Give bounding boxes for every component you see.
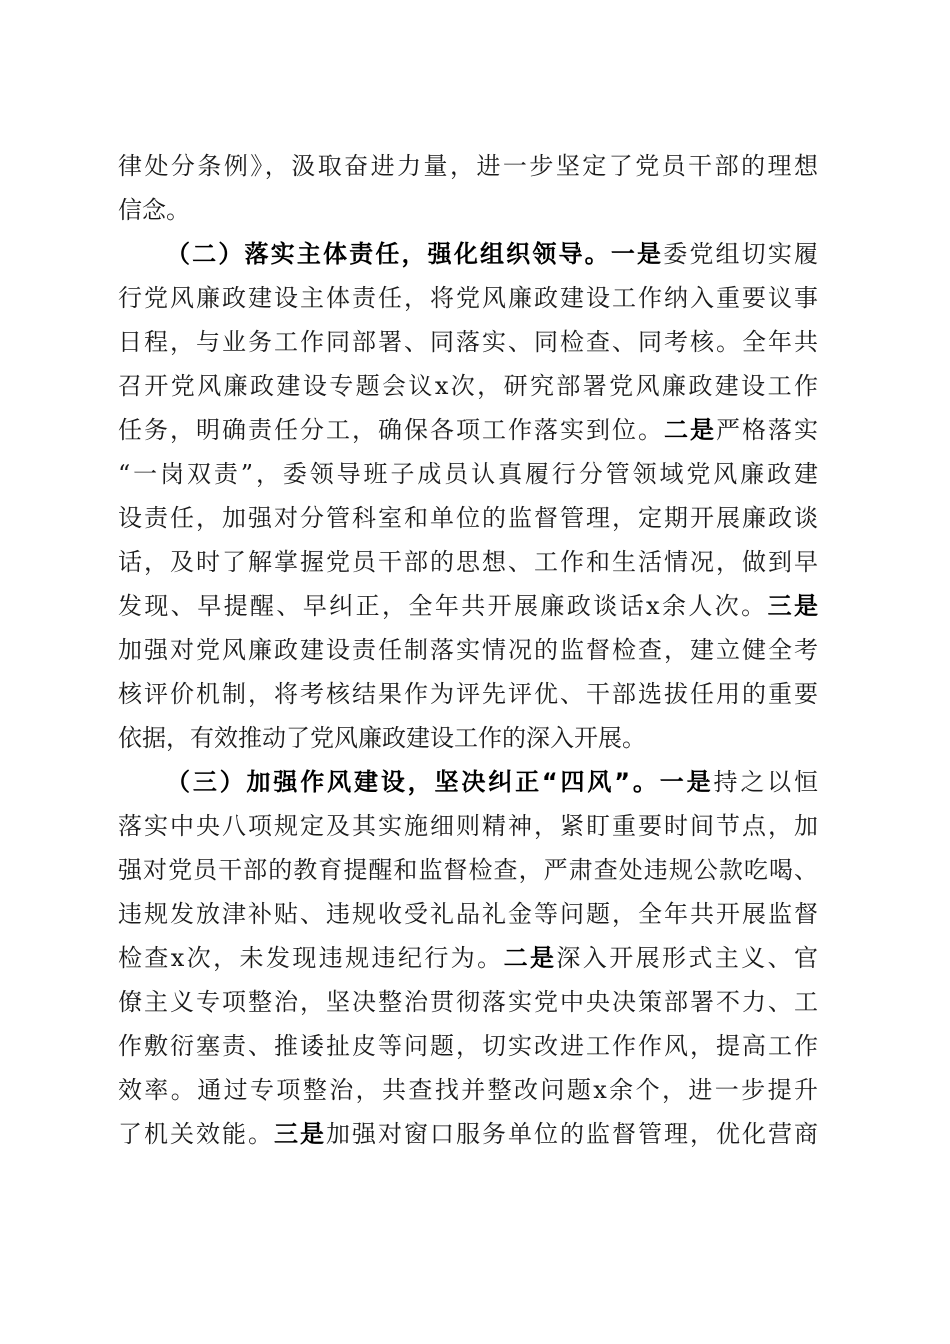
text-span: 违规发放津补贴、违规收受礼品礼金等问题，全年共开展监督: [118, 900, 818, 928]
text-span: 严格落实: [716, 416, 818, 444]
text-line: [118, 452, 818, 496]
text-span: 委党组切实履: [663, 240, 818, 268]
text-line: [118, 364, 818, 408]
text-line: [118, 584, 818, 628]
text-span: 发现、早提醒、早纠正，全年共开展廉政谈话x余人次。: [118, 592, 768, 620]
text-span: 行党风廉政建设主体责任，将党风廉政建设工作纳入重要议事: [118, 284, 818, 312]
text-line: [118, 144, 818, 188]
text-line: [118, 320, 818, 364]
text-span: 任务，明确责任分工，确保各项工作落实到位。: [118, 416, 664, 444]
text-span: 设责任，加强对分管科室和单位的监督管理，定期开展廉政谈: [118, 504, 818, 532]
text-line: [118, 496, 818, 540]
text-line: [118, 276, 818, 320]
text-span: 深入开展形式主义、官: [556, 944, 818, 972]
text-span: 核评价机制，将考核结果作为评先评优、干部选拔任用的重要: [118, 680, 818, 708]
text-line: [118, 1024, 818, 1068]
text-span: 话，及时了解掌握党员干部的思想、工作和生活情况，做到早: [118, 548, 818, 576]
text-line: [118, 716, 818, 760]
text-line: [118, 804, 818, 848]
text-span: 加强对党风廉政建设责任制落实情况的监督检查，建立健全考: [118, 636, 818, 664]
text-span: 效率。通过专项整治，共查找并整改问题x余个，进一步提升: [118, 1076, 818, 1104]
text-line: [118, 1112, 818, 1156]
text-span: 落实中央八项规定及其实施细则精神，紧盯重要时间节点，加: [118, 812, 818, 840]
text-line: [118, 936, 818, 980]
text-span: 检查x次，未发现违规违纪行为。: [118, 944, 504, 972]
text-line: [118, 628, 818, 672]
point-marker: 三是: [767, 592, 818, 620]
section-heading: （二）落实主体责任，强化组织领导。: [166, 240, 611, 268]
point-marker: 二是: [503, 944, 557, 972]
text-span: 依据，有效推动了党风廉政建设工作的深入开展。: [118, 724, 646, 752]
text-span: 日程，与业务工作同部署、同落实、同检查、同考核。全年共: [118, 328, 818, 356]
text-span: 作敷衍塞责、推诿扯皮等问题，切实改进工作作风，提高工作: [118, 1032, 818, 1060]
text-line: [118, 540, 818, 584]
section-heading-line: [118, 232, 818, 276]
point-marker: 三是: [274, 1120, 326, 1148]
text-span: “一岗双责”，委领导班子成员认真履行分管领域党风廉政建: [118, 460, 818, 488]
text-span: 律处分条例》，汲取奋进力量，进一步坚定了党员干部的理想: [118, 152, 818, 180]
document-body: [118, 144, 818, 1156]
text-span: 加强对窗口服务单位的监督管理，优化营商: [326, 1120, 818, 1148]
text-line: [118, 1068, 818, 1112]
text-span: 持之以恒: [713, 768, 818, 796]
section-heading-line: [118, 760, 818, 804]
text-line: [118, 980, 818, 1024]
text-span: 召开党风廉政建设专题会议x次，研究部署党风廉政建设工作: [118, 372, 818, 400]
point-marker: 一是: [610, 240, 664, 268]
text-span: 强对党员干部的教育提醒和监督检查，严肃查处违规公款吃喝、: [118, 856, 818, 884]
text-span: 了机关效能。: [118, 1120, 274, 1148]
text-span: 僚主义专项整治，坚决整治贯彻落实党中央决策部署不力、工: [118, 988, 818, 1016]
text-line: [118, 892, 818, 936]
point-marker: 一是: [659, 768, 714, 796]
text-line: [118, 188, 818, 232]
text-line: [118, 672, 818, 716]
point-marker: 二是: [664, 416, 716, 444]
section-heading: （三）加强作风建设，坚决纠正“四风”。: [166, 768, 660, 796]
text-line: [118, 408, 818, 452]
text-line: [118, 848, 818, 892]
text-span: 信念。: [118, 196, 190, 224]
